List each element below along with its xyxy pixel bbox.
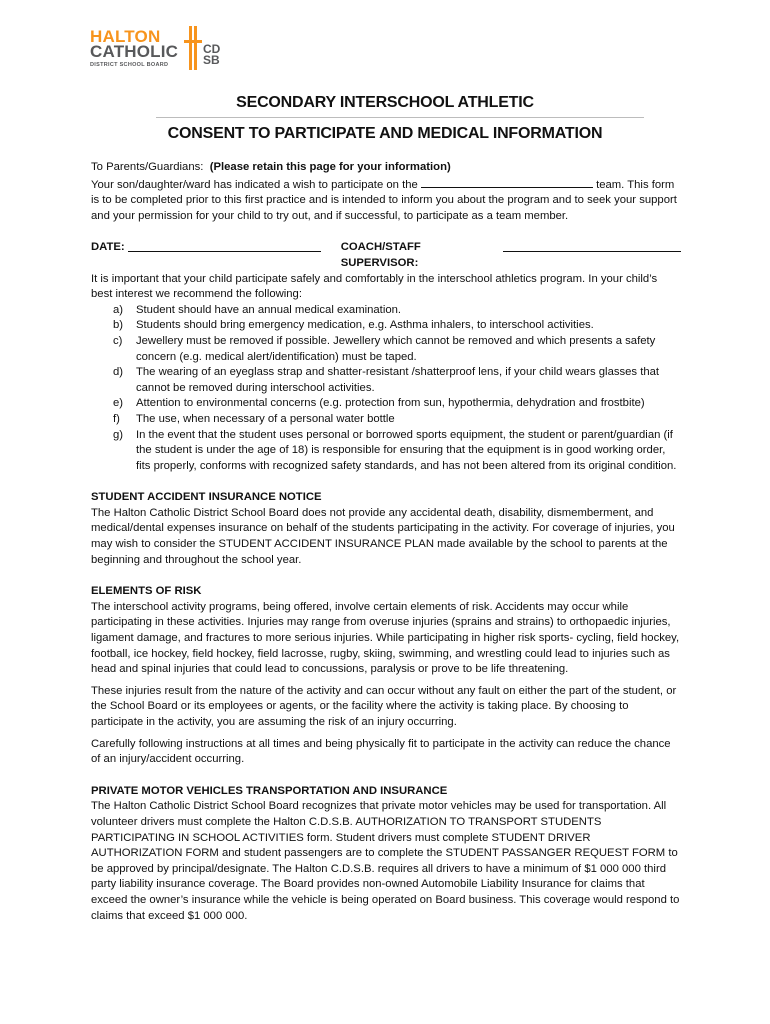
safety-intro: It is important that your child participate safely and comfortably in the interschool athletics program. In your child’s best interest we recommend the following: [91, 272, 658, 301]
transport-text: The Halton Catholic District School Board recognizes that private motor vehicles may be used for transportation. All volunteer drivers must complete the Halton C.D.S.B. AUTHORIZATION TO TRANSPORT STUDENTS PARTICIPATING IN SCHOOL ACTIVITIES form. Student drivers must complete STUDENT DRIVER AUTHORIZATION FORM and student passengers are to complete the STUDENT PASSANGER REQUEST FORM to be approved by principal/designate. The Halton C.D.S.B. requires all drivers to have a minimum of $1 000 000 third party liability insurance coverage. The Board provides non-owned Automobile Liability Insurance for claims that exceed the owner’s insurance while the vehicle is being operated on Board business. This coverage would respond to claims that exceed $1 000 000. [91, 800, 680, 922]
risk-paragraph-3: Carefully following instructions at all times and being physically fit to participate in the activity can reduce the chance of an injury/accident occurring. [91, 737, 671, 766]
page-subtitle: CONSENT TO PARTICIPATE AND MEDICAL INFORMATION [167, 125, 603, 142]
title-divider [156, 117, 644, 118]
board-logo [90, 22, 230, 76]
date-coach-row [91, 240, 681, 271]
date-field[interactable] [128, 240, 321, 252]
risk-paragraph-2: These injuries result from the nature of the activity and can occur without any fault on either the part of the student, or the School Board or its employees or agents, or the facility where the activity is taking place. By choosing to participate in the activity, you are assuming the risk of an injury occurring. [91, 684, 677, 728]
date-label: DATE: [91, 241, 125, 254]
retain-note: (Please retain this page for your information) [209, 161, 451, 173]
transport-heading: PRIVATE MOTOR VEHICLES TRANSPORTATION AND INSURANCE [91, 784, 448, 797]
coach-field[interactable] [503, 240, 681, 252]
insurance-heading: STUDENT ACCIDENT INSURANCE NOTICE [91, 491, 322, 504]
form-body [91, 160, 681, 924]
page-title: SECONDARY INTERSCHOOL ATHLETIC [236, 94, 534, 111]
list-item: e) Attention to environmental concerns (e.g. protection from sun, hypothermia, dehydration and frostbite) [113, 397, 645, 410]
risk-paragraph-1: The interschool activity programs, being offered, involve certain elements of risk. Accidents may occur while participating in these activities. Injuries may range from overuse injuries (sprains and strains) to orthopaedic injuries, ligament damage, and fractures to more serious injuries. While participating in higher risk sports- cycling, field hockey, football, ice hockey, field hockey, field lacrosse, rugby, skiing, swimming, and wrestling could lead to injuries such as head and spinal injuries that could lead to concussions, paralysis or prove to be life threatening. [91, 600, 680, 676]
insurance-text: The Halton Catholic District School Board does not provide any accidental death, disability, dismemberment, and medical/dental expenses insurance on behalf of the students participating in the activity. For coverage of injuries, you may wish to consider the STUDENT ACCIDENT INSURANCE PLAN made available by the school to parents at the beginning and throughout the school year. [91, 506, 675, 566]
risk-heading: ELEMENTS OF RISK [91, 585, 202, 598]
cross-icon [186, 26, 200, 70]
team-name-field[interactable] [421, 176, 593, 188]
list-item: f) The use, when necessary of a personal water bottle [113, 412, 395, 425]
list-item: a) Student should have an annual medical examination. [113, 303, 402, 316]
logo-line-catholic: CATHOLIC [90, 42, 179, 61]
intro-paragraph: To Parents/Guardians: (Please retain this page for your information) Your son/daughter/ward has indicated a wish to participate on the team. This form is to be completed prior to this first practice and is intended to inform you about the program and to seek your support and your permission for your child to try out, and if successful, to participate as a team member. [91, 161, 677, 222]
logo-initials: CD SB [203, 42, 221, 67]
list-item: b) Students should bring emergency medication, e.g. Asthma inhalers, to interschool activities. [113, 319, 594, 332]
logo-line-district: DISTRICT SCHOOL BOARD [90, 62, 169, 68]
list-item: g) In the event that the student uses personal or borrowed sports equipment, the student or parent/guardian (if the student is under the age of 18) is responsible for ensuring that the equipment is in good working order, fits properly, conforms with recognized safety standards, and has not been altered from its original condition. [113, 428, 677, 472]
recommendation-list [91, 303, 681, 475]
list-item: c) Jewellery must be removed if possible. Jewellery which cannot be removed and which presents a safety concern (e.g. medical alert/identification) must be taped. [113, 334, 656, 363]
coach-label: COACH/STAFF SUPERVISOR: [340, 241, 421, 269]
logo-line-halton: HALTON [90, 27, 161, 46]
list-item: d) The wearing of an eyeglass strap and shatter-resistant /shatterproof lens, if your child wears glasses that cannot be removed during interschool activities. [113, 366, 660, 394]
